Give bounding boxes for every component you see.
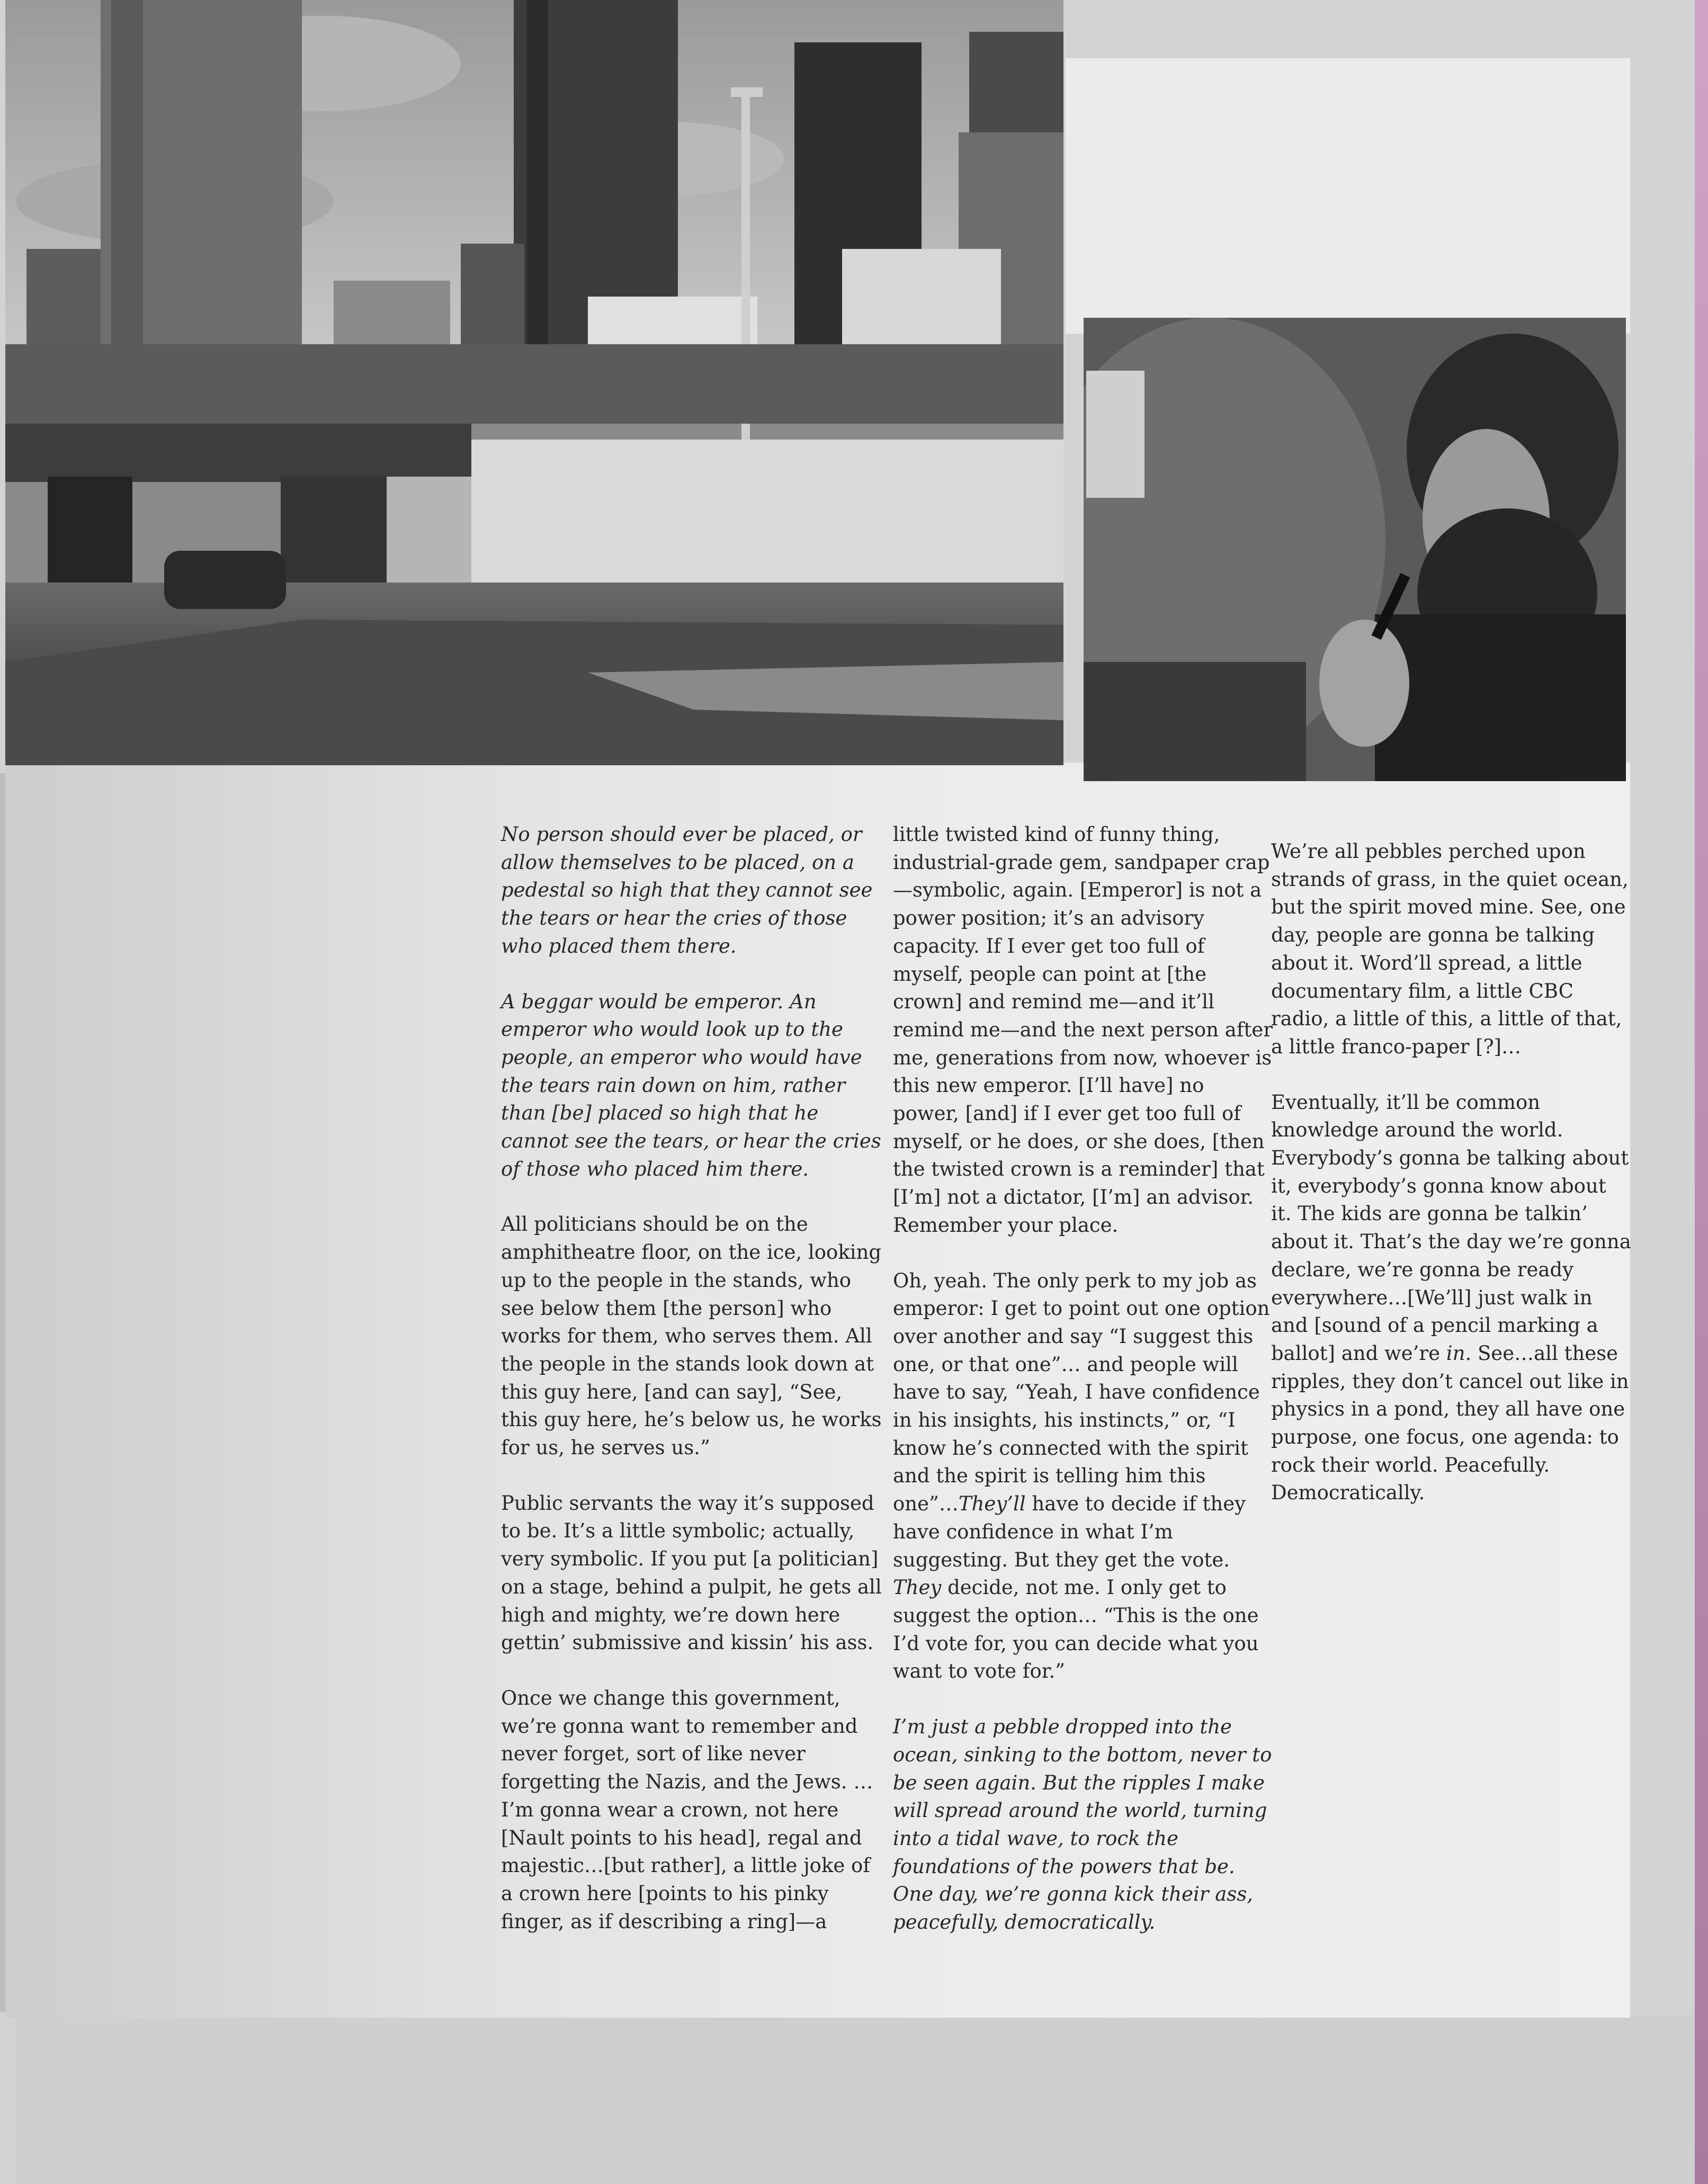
paragraph: No person should ever be placed, or allow themselves to be placed, on a pedestal so high that they cannot see the tears or hear the cries of those who placed them there.: [501, 823, 873, 957]
emphasis: They: [893, 1576, 942, 1599]
paragraph: little twisted kind of funny thing, industrial-grade gem, sandpaper crap—symbolic, again. [Emperor] is not a power position; it’s an advisory capacity. If I ever get too full of myself, people can point at [the crown] and remind me—and it’ll remind me—and the next person after me, generations from now, whoever is this new emperor. [I’ll have] no power, [and] if I ever get too full of myself, or he does, or she does, [then the twisted crown is a reminder] that [I’m] not a dictator, [I’m] an advisor. Remember your place.: [893, 823, 1273, 1237]
paragraph: [1271, 1089, 1631, 1508]
paragraph: All politicians should be on the amphitheatre floor, on the ice, looking up to the people in the stands, who see below them [the person] who works for them, who serves them. All the people in the stands look down at this guy here, [and can say], “See, this guy here, he’s below us, he works for us, he serves us.”: [501, 1213, 882, 1460]
text-column-3: [1271, 838, 1631, 1535]
paragraph: We’re all pebbles perched upon strands of grass, in the quiet ocean, but the spirit moved mine. See, one day, people are gonna be talking about it. Word’ll spread, a little documentary film, a little CBC radio, a little of this, a little of that, a little franco-paper [?]…: [1271, 840, 1629, 1058]
page-bottom-margin: [16, 2015, 1695, 2184]
portrait-photo: [1084, 318, 1626, 781]
paragraph: Once we change this government, we’re gonna want to remember and never forget, sort of like never forgetting the Nazis, and the Jews. …I’m gonna wear a crown, not here [Nault points to his head], regal and majestic…[but rather], a little joke of a crown here [points to his pinky finger, as if describing a ring]—a: [501, 1686, 873, 1933]
paragraph: [893, 1267, 1274, 1686]
page-edge: [1695, 0, 1708, 2184]
emphasis: in: [1446, 1341, 1465, 1365]
text-run: decide, not me. I only get to suggest the option… “This is the one I’d vote for, you can decide what you want to vote for.”: [893, 1576, 1259, 1683]
paragraph: I’m just a pebble dropped into the ocean, sinking to the bottom, never to be seen again. But the ripples I make will spread around the world, turning into a tidal wave, to rock the foundations of the powers that be. One day, we’re gonna kick their ass, peacefully, democratically.: [893, 1715, 1272, 1934]
top-right-panel: [1066, 58, 1630, 334]
text-run: Eventually, it’ll be common knowledge around the world. Everybody’s gonna be talking about it, everybody’s gonna know about it. The kids are gonna be talkin’ about it. That’s the day we’re gonna declare, we’re gonna be ready everywhere…[We’ll] just walk in and [sound of a pencil marking a ballot] and we’re: [1271, 1090, 1631, 1365]
paragraph: A beggar would be emperor. An emperor who would look up to the people, an emperor who would have the tears rain down on him, rather than [be] placed so high that he cannot see the tears, or hear the cries of those who placed him there.: [501, 990, 881, 1180]
text-run: Oh, yeah. The only perk to my job as emperor: I get to point out one option over another and say “I suggest this one, or that one”… and people will have to say, “Yeah, I have confidence in his insights, his instincts,” or, “I know he’s connected with the spirit and the spirit is telling him this one”…: [893, 1269, 1270, 1516]
text-run: have to decide if they have confidence in what I’m suggesting. But they get the vote.: [893, 1492, 1246, 1571]
text-column-2: [893, 821, 1274, 1964]
text-column-1: [501, 821, 882, 1963]
city-skyline-photo: [5, 0, 1063, 765]
text-run: . See…all these ripples, they don’t cancel out like in physics in a pond, they all have one purpose, one focus, one agenda: to rock their world. Peacefully. Democratically.: [1271, 1341, 1629, 1505]
emphasis: They’ll: [958, 1492, 1026, 1516]
paragraph: Public servants the way it’s supposed to be. It’s a little symbolic; actually, very symbolic. If you put [a politician] on a stage, behind a pulpit, he gets all high and mighty, we’re down here gettin’ submissive and kissin’ his ass.: [501, 1491, 882, 1654]
